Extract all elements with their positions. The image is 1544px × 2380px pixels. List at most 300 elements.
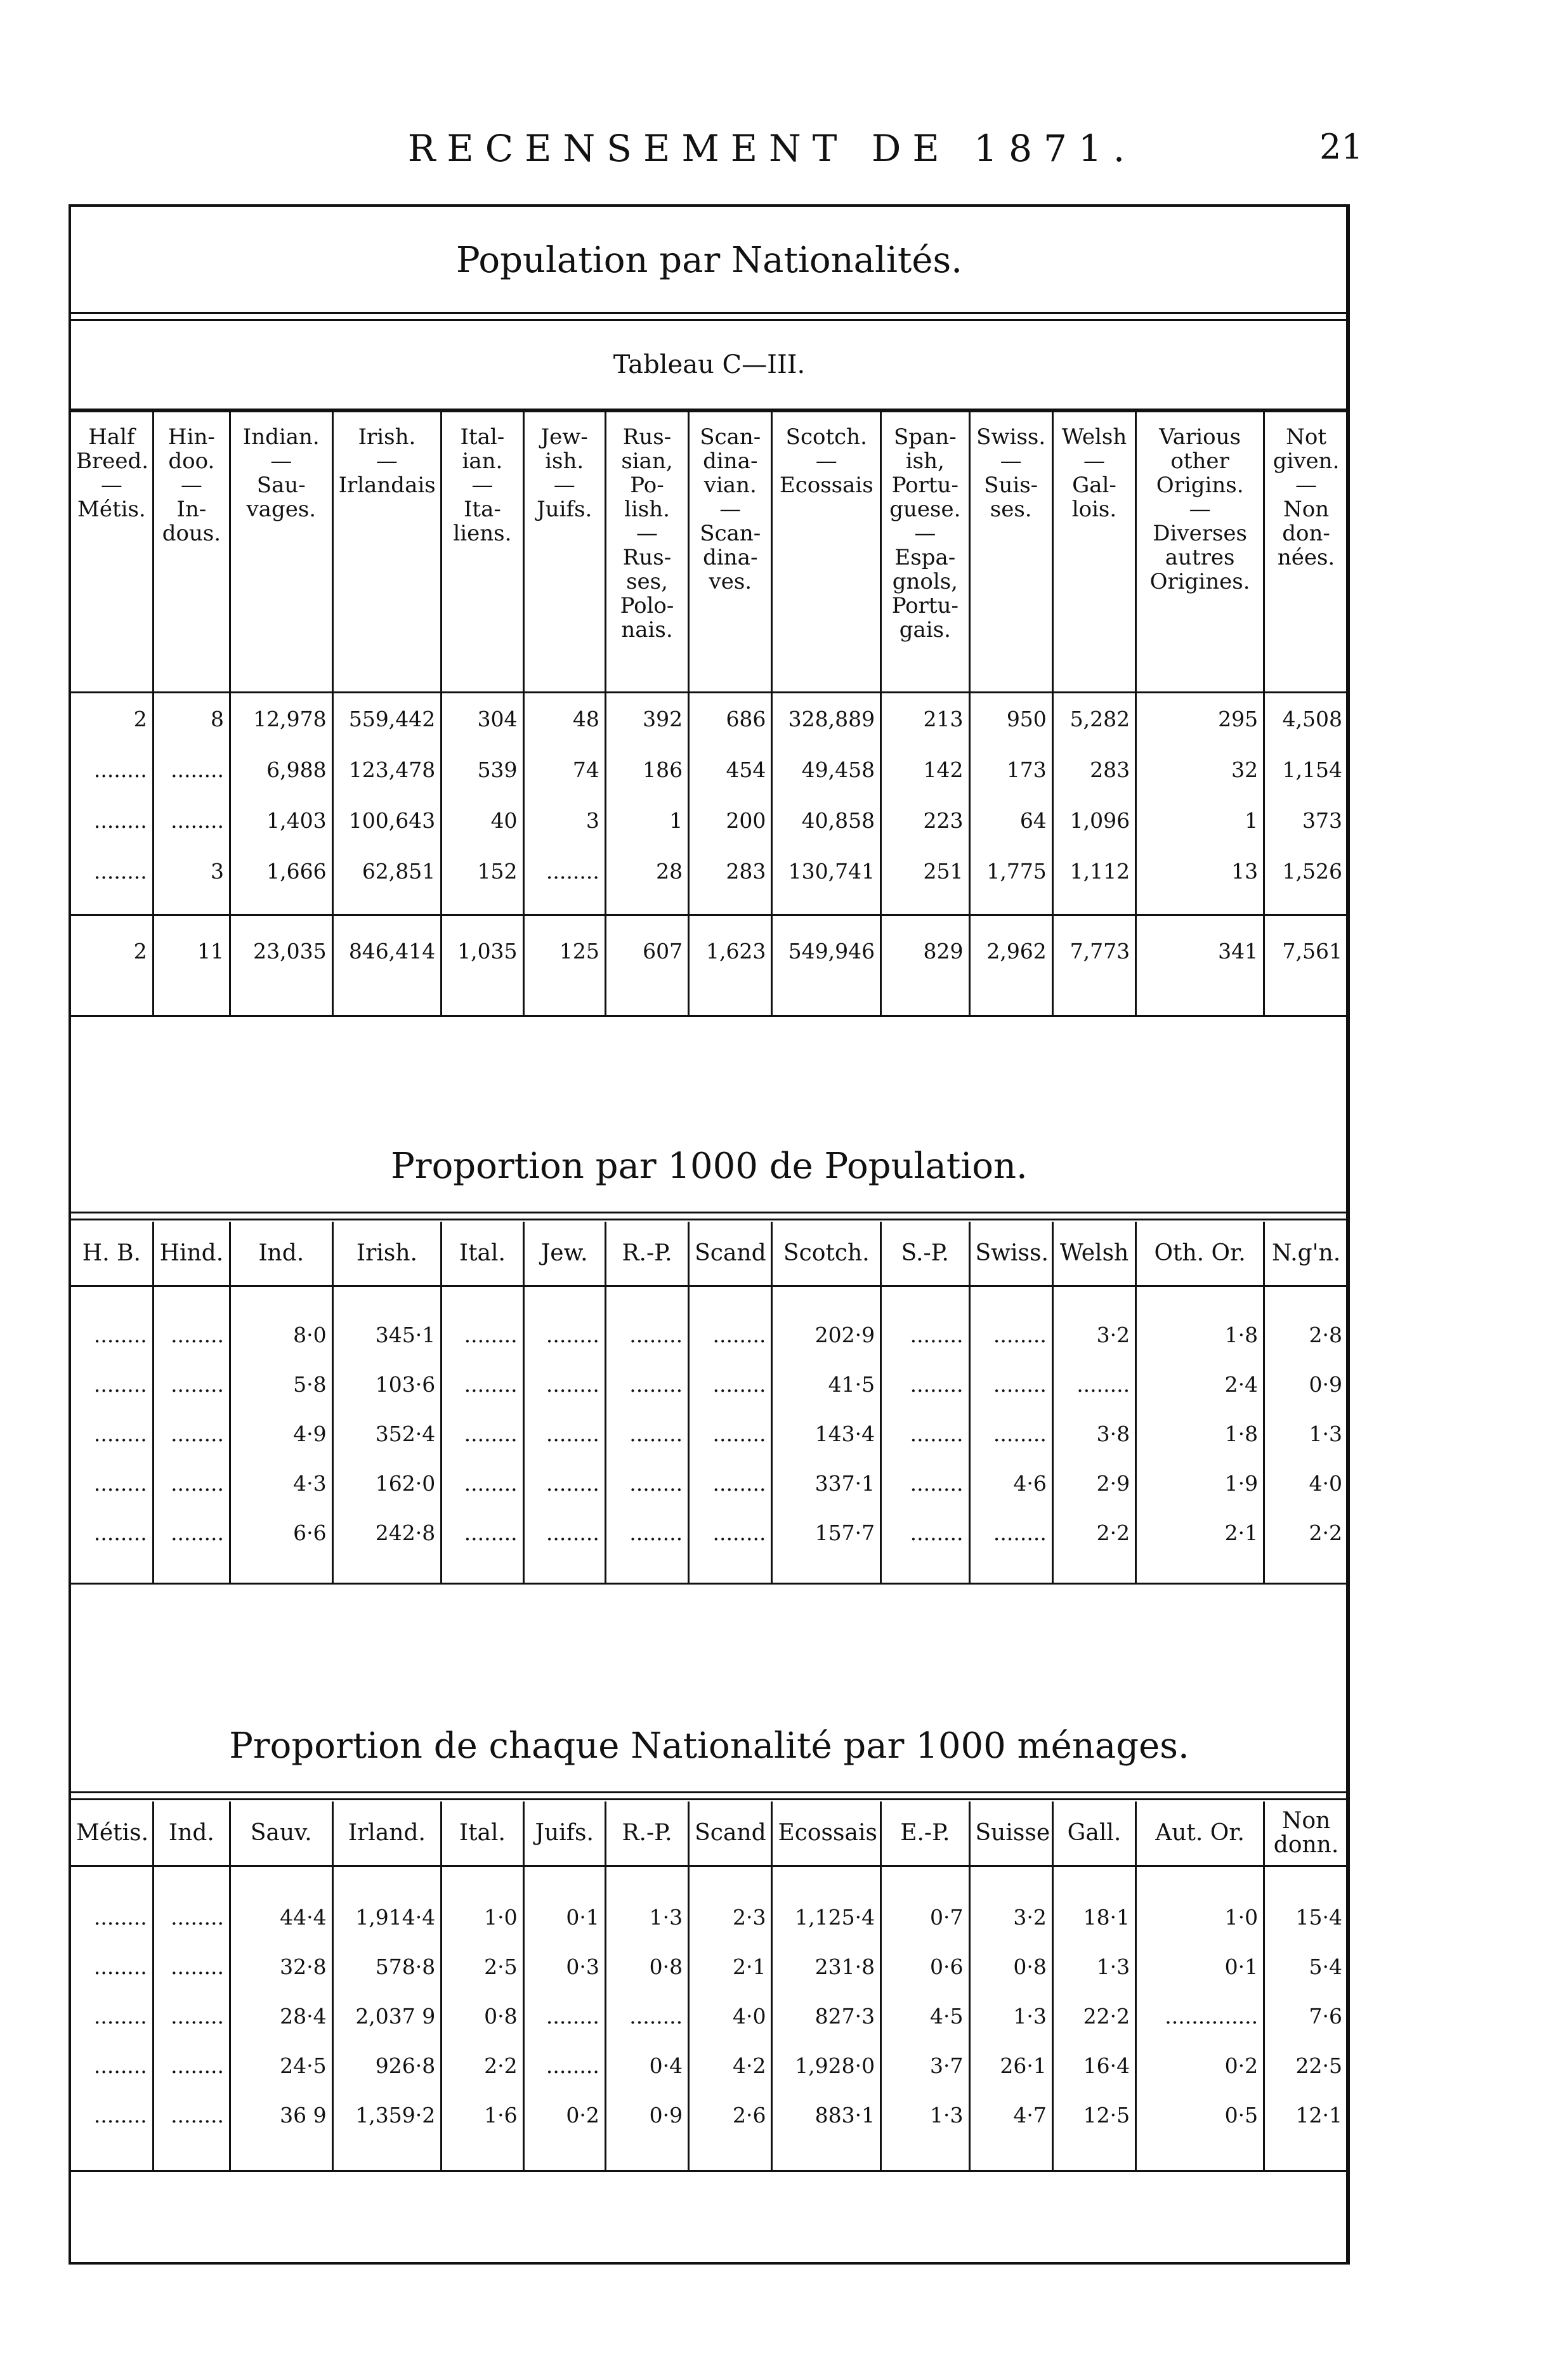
table-cell: 12·1 xyxy=(1264,2090,1347,2140)
header-english: Ital-ian. xyxy=(460,424,505,474)
table-cell: 242·8 xyxy=(332,1508,442,1557)
table-cell: ........ xyxy=(93,2102,147,2128)
header-english: Rus-sian, Po-lish. xyxy=(621,424,673,522)
header-french: In-dous. xyxy=(162,497,221,546)
header-dash: — xyxy=(1083,448,1105,474)
header-dash: — xyxy=(636,521,658,546)
header-english: Various other Origins. xyxy=(1156,424,1244,498)
table-cell: 3·7 xyxy=(881,2041,969,2090)
table-cell: 4·0 xyxy=(1264,1458,1347,1508)
table-cell: 142 xyxy=(881,744,969,795)
table-row xyxy=(71,1991,1347,2041)
table-cell: 0·3 xyxy=(523,1942,605,1991)
section3-title: Proportion de chaque Nationalité par 1000 ménages. xyxy=(229,1725,1189,1767)
table-cell: ........ xyxy=(153,795,230,846)
table-cell: ........ xyxy=(881,1310,969,1359)
table-cell: ........ xyxy=(153,1991,230,2041)
total-cell: 1,035 xyxy=(442,915,523,986)
table-cell: 0·1 xyxy=(1136,1942,1264,1991)
table-cell: ........ xyxy=(442,1508,523,1557)
header-dash: — xyxy=(719,497,742,522)
table-cell: 2 xyxy=(133,706,147,731)
header-english: Jew-ish. xyxy=(540,424,588,474)
table-cell: 200 xyxy=(689,795,772,846)
header-row xyxy=(71,1222,1347,1286)
table-cell: 5·8 xyxy=(230,1359,332,1409)
column-header: Ecossais xyxy=(772,1801,881,1866)
table-cell: 454 xyxy=(689,744,772,795)
table-cell: 5·4 xyxy=(1264,1942,1347,1991)
table-cell: ........ xyxy=(523,1359,605,1409)
table-cell: 143·4 xyxy=(772,1409,881,1458)
header-french: Espa-gnols, Portu-gais. xyxy=(891,545,958,643)
table-cell: ........ xyxy=(523,1508,605,1557)
table-row xyxy=(71,1458,1347,1508)
table-cell: 0·1 xyxy=(523,1892,605,1942)
table-cell: ........ xyxy=(689,1508,772,1557)
table-row xyxy=(71,2090,1347,2140)
table-cell: 1,112 xyxy=(1052,846,1135,896)
column-header: R.-P. xyxy=(605,1801,688,1866)
section1-subtitle: Tableau C—III. xyxy=(613,350,806,379)
table-cell: ........ xyxy=(881,1508,969,1557)
table-cell: ........ xyxy=(93,1470,147,1496)
table-cell: 152 xyxy=(442,846,523,896)
table-cell: 304 xyxy=(442,693,523,745)
table-cell: ........ xyxy=(442,1409,523,1458)
table-cell: 0·5 xyxy=(1136,2090,1264,2140)
table-cell: 1,914·4 xyxy=(332,1892,442,1942)
table-cell: 283 xyxy=(1052,744,1135,795)
table-cell: 1·9 xyxy=(1136,1458,1264,1508)
table-cell: 2·1 xyxy=(689,1942,772,1991)
table-row xyxy=(71,1409,1347,1458)
table-cell: 392 xyxy=(605,693,688,745)
table-cell: 28·4 xyxy=(230,1991,332,2041)
header-french: Ita-liens. xyxy=(453,497,512,546)
column-header: S.-P. xyxy=(881,1222,969,1286)
table-cell: 44·4 xyxy=(230,1892,332,1942)
column-header xyxy=(523,412,605,693)
table-cell: 1 xyxy=(605,795,688,846)
table-cell: 4·2 xyxy=(689,2041,772,2090)
table-cell: 0·4 xyxy=(605,2041,688,2090)
table-cell: ........ xyxy=(93,2053,147,2078)
table-cell: 123,478 xyxy=(332,744,442,795)
total-row xyxy=(71,915,1347,986)
table-cell: 0·2 xyxy=(1136,2041,1264,2090)
table-cell: 40,858 xyxy=(772,795,881,846)
table-cell: 12·5 xyxy=(1052,2090,1135,2140)
table-cell: ........ xyxy=(881,1458,969,1508)
table-cell: 3 xyxy=(523,795,605,846)
column-header: Swiss. xyxy=(969,1222,1052,1286)
table-cell: 48 xyxy=(523,693,605,745)
table-cell: ........ xyxy=(153,744,230,795)
header-english: Span-ish, Portu-guese. xyxy=(889,424,961,522)
section1-title: Population par Nationalités. xyxy=(455,240,963,281)
header-dash: — xyxy=(376,448,398,474)
header-row xyxy=(71,1801,1347,1866)
table-cell: 1,526 xyxy=(1264,846,1347,896)
header-french: Irlandais xyxy=(338,473,436,498)
table-cell: 4·0 xyxy=(689,1991,772,2041)
table-cell: ........ xyxy=(93,1322,147,1347)
table-cell: 24·5 xyxy=(230,2041,332,2090)
total-cell: 846,414 xyxy=(332,915,442,986)
table-cell: 130,741 xyxy=(772,846,881,896)
column-header: N.g'n. xyxy=(1264,1222,1347,1286)
table-cell: ........ xyxy=(153,1508,230,1557)
header-english: Indian. xyxy=(242,424,320,450)
column-header: Scand xyxy=(689,1222,772,1286)
table-cell: 157·7 xyxy=(772,1508,881,1557)
table-cell: 22·2 xyxy=(1052,1991,1135,2041)
column-header: Sauv. xyxy=(230,1801,332,1866)
total-cell: 341 xyxy=(1136,915,1264,986)
table-cell: 103·6 xyxy=(332,1359,442,1409)
table-cell: ........ xyxy=(969,1508,1052,1557)
table-cell: ........ xyxy=(93,2003,147,2029)
running-head: RECENSEMENT DE 1871. xyxy=(407,127,1137,170)
total-cell: 607 xyxy=(605,915,688,986)
table-cell: 1 xyxy=(1136,795,1264,846)
column-header xyxy=(153,412,230,693)
table-cell: 2,037 9 xyxy=(332,1991,442,2041)
table-cell: 16·4 xyxy=(1052,2041,1135,2090)
page-number: 21 xyxy=(1319,127,1363,167)
column-header: Aut. Or. xyxy=(1136,1801,1264,1866)
table-cell: ........ xyxy=(689,1458,772,1508)
spacer-row xyxy=(71,1557,1347,1584)
table-cell: 827·3 xyxy=(772,1991,881,2041)
table-cell: ........ xyxy=(523,1310,605,1359)
table-cell: 1·3 xyxy=(605,1892,688,1942)
table-cell: 2·4 xyxy=(1136,1359,1264,1409)
header-french: Juifs. xyxy=(537,497,592,522)
column-header: Non donn. xyxy=(1264,1801,1347,1866)
column-header: H. B. xyxy=(71,1222,153,1286)
table-row xyxy=(71,1310,1347,1359)
column-header xyxy=(1136,412,1264,693)
header-french: Diverses autres Origines. xyxy=(1149,521,1250,594)
table-cell: ........ xyxy=(605,1508,688,1557)
header-dash: — xyxy=(270,448,292,474)
table-cell: 4·9 xyxy=(230,1409,332,1458)
total-cell: 11 xyxy=(153,915,230,986)
table-cell: 283 xyxy=(689,846,772,896)
table-cell: ........ xyxy=(93,808,147,833)
column-header xyxy=(71,412,153,693)
table-cell: ........ xyxy=(689,1310,772,1359)
column-header: Gall. xyxy=(1052,1801,1135,1866)
table-cell: 213 xyxy=(881,693,969,745)
header-english: Scotch. xyxy=(785,424,867,450)
table-cell: 0·8 xyxy=(605,1942,688,1991)
table-cell: ........ xyxy=(442,1359,523,1409)
table-cell: ........ xyxy=(153,1310,230,1359)
table-cell: 1,154 xyxy=(1264,744,1347,795)
column-header xyxy=(442,412,523,693)
table-row xyxy=(71,693,1347,745)
header-english: Half Breed. xyxy=(76,424,149,474)
double-rule xyxy=(71,312,1347,321)
table-cell: ........ xyxy=(969,1409,1052,1458)
table-cell: 337·1 xyxy=(772,1458,881,1508)
table-row xyxy=(71,1359,1347,1409)
table-cell: 64 xyxy=(969,795,1052,846)
table-cell: 26·1 xyxy=(969,2041,1052,2090)
column-header: Métis. xyxy=(71,1801,153,1866)
column-header: Scand xyxy=(689,1801,772,1866)
table-cell: 173 xyxy=(969,744,1052,795)
header-french: Métis. xyxy=(77,497,146,522)
table-cell: 2·2 xyxy=(1264,1508,1347,1557)
nationality-table xyxy=(71,412,1347,1017)
table-cell: ........ xyxy=(153,1409,230,1458)
table-cell: ........ xyxy=(442,1310,523,1359)
table-cell: ........ xyxy=(689,1409,772,1458)
column-header xyxy=(772,412,881,693)
table-cell: 352·4 xyxy=(332,1409,442,1458)
table-cell: 18·1 xyxy=(1052,1892,1135,1942)
table-cell: 1·3 xyxy=(1264,1409,1347,1458)
table-cell: 2·2 xyxy=(1052,1508,1135,1557)
table-cell: ........ xyxy=(523,2041,605,2090)
table-cell: 686 xyxy=(689,693,772,745)
table-cell: ........ xyxy=(153,1942,230,1991)
table-cell: 1,666 xyxy=(230,846,332,896)
table-cell: 49,458 xyxy=(772,744,881,795)
table-cell: 1·8 xyxy=(1136,1409,1264,1458)
table-cell: ........ xyxy=(523,1458,605,1508)
total-cell: 125 xyxy=(523,915,605,986)
table-cell: 5,282 xyxy=(1052,693,1135,745)
table-cell: 2·6 xyxy=(689,2090,772,2140)
table-cell: 32·8 xyxy=(230,1942,332,1991)
table-cell: 4·7 xyxy=(969,2090,1052,2140)
table-row xyxy=(71,2041,1347,2090)
header-french: Gal-lois. xyxy=(1071,473,1117,522)
table-cell: ........ xyxy=(93,1371,147,1397)
column-header xyxy=(969,412,1052,693)
table-cell: 186 xyxy=(605,744,688,795)
total-cell: 23,035 xyxy=(230,915,332,986)
table-cell: ........ xyxy=(153,2090,230,2140)
table-cell: 3·8 xyxy=(1052,1409,1135,1458)
table-cell: 231·8 xyxy=(772,1942,881,1991)
header-french: Non don-nées. xyxy=(1277,497,1335,570)
table-cell: 559,442 xyxy=(332,693,442,745)
table-cell: ........ xyxy=(153,1458,230,1508)
table-cell: ........ xyxy=(93,757,147,782)
column-header: Hind. xyxy=(153,1222,230,1286)
table-cell: 13 xyxy=(1136,846,1264,896)
column-header: E.-P. xyxy=(881,1801,969,1866)
table-cell: 0·9 xyxy=(1264,1359,1347,1409)
header-french: Scan-dina-ves. xyxy=(700,521,761,594)
column-header xyxy=(881,412,969,693)
table-cell: 373 xyxy=(1264,795,1347,846)
table-row xyxy=(71,1892,1347,1942)
column-header: Ind. xyxy=(230,1222,332,1286)
column-header: Suisse xyxy=(969,1801,1052,1866)
header-dash: — xyxy=(180,473,202,498)
table-cell: 0·6 xyxy=(881,1942,969,1991)
column-header: Welsh xyxy=(1052,1222,1135,1286)
table-cell: 295 xyxy=(1136,693,1264,745)
column-header: Juifs. xyxy=(523,1801,605,1866)
header-english: Not given. xyxy=(1272,424,1340,474)
table-cell: 40 xyxy=(442,795,523,846)
table-cell: ........ xyxy=(93,1421,147,1446)
header-row xyxy=(71,412,1347,693)
table-cell: 3·2 xyxy=(1052,1310,1135,1359)
table-cell: 6·6 xyxy=(230,1508,332,1557)
table-cell: 0·2 xyxy=(523,2090,605,2140)
column-header xyxy=(605,412,688,693)
table-cell: 4·5 xyxy=(881,1991,969,2041)
column-header: Irish. xyxy=(332,1222,442,1286)
table-cell: 0·8 xyxy=(442,1991,523,2041)
table-cell: ........ xyxy=(969,1359,1052,1409)
column-header xyxy=(1052,412,1135,693)
table-cell: .............. xyxy=(1136,1991,1264,2041)
table-cell: ........ xyxy=(605,1310,688,1359)
table-cell: ........ xyxy=(605,1409,688,1458)
table-cell: ........ xyxy=(153,1359,230,1409)
table-cell: 6,988 xyxy=(230,744,332,795)
table-cell: 2·1 xyxy=(1136,1508,1264,1557)
table-cell: ........ xyxy=(523,1409,605,1458)
table-cell: 28 xyxy=(605,846,688,896)
table-cell: 12,978 xyxy=(230,693,332,745)
table-cell: 1,928·0 xyxy=(772,2041,881,2090)
table-cell: 539 xyxy=(442,744,523,795)
section2-title: Proportion par 1000 de Population. xyxy=(391,1146,1028,1187)
table-cell: 251 xyxy=(881,846,969,896)
header-french: Sau-vages. xyxy=(246,473,317,522)
header-french: Suis-ses. xyxy=(984,473,1038,522)
table-cell: 1·0 xyxy=(442,1892,523,1942)
column-header: Ital. xyxy=(442,1222,523,1286)
spacer-row xyxy=(71,1866,1347,1893)
table-row xyxy=(71,846,1347,896)
header-dash: — xyxy=(914,521,936,546)
column-header: Jew. xyxy=(523,1222,605,1286)
table-cell: 1,096 xyxy=(1052,795,1135,846)
table-cell: ........ xyxy=(153,1892,230,1942)
header-dash: — xyxy=(471,473,494,498)
table-cell: 62,851 xyxy=(332,846,442,896)
header-dash: — xyxy=(1000,448,1022,474)
header-dash: — xyxy=(553,473,575,498)
table-cell: 0·8 xyxy=(969,1942,1052,1991)
table-cell: 22·5 xyxy=(1264,2041,1347,2090)
table-row xyxy=(71,744,1347,795)
table-row xyxy=(71,1508,1347,1557)
table-cell: 4,508 xyxy=(1264,693,1347,745)
table-cell: 41·5 xyxy=(772,1359,881,1409)
table-cell: 2·9 xyxy=(1052,1458,1135,1508)
column-header: Irland. xyxy=(332,1801,442,1866)
table-cell: ........ xyxy=(605,1458,688,1508)
table-cell: 345·1 xyxy=(332,1310,442,1359)
total-cell: 1,623 xyxy=(689,915,772,986)
spacer-row xyxy=(71,986,1347,1016)
table-cell: 3·2 xyxy=(969,1892,1052,1942)
table-cell: 2·5 xyxy=(442,1942,523,1991)
table-cell: 926·8 xyxy=(332,2041,442,2090)
spacer-row xyxy=(71,1286,1347,1311)
table-cell: ........ xyxy=(881,1359,969,1409)
total-cell: 2 xyxy=(71,915,153,986)
table-cell: 4·6 xyxy=(969,1458,1052,1508)
header-english: Irish. xyxy=(358,424,416,450)
proportion-households-table xyxy=(71,1801,1347,2172)
column-header: R.-P. xyxy=(605,1222,688,1286)
table-cell: 1·3 xyxy=(881,2090,969,2140)
table-cell: 950 xyxy=(969,693,1052,745)
table-cell: 2·3 xyxy=(689,1892,772,1942)
proportion-population-table xyxy=(71,1222,1347,1585)
column-header: Oth. Or. xyxy=(1136,1222,1264,1286)
table-cell: 1·6 xyxy=(442,2090,523,2140)
table-cell: ........ xyxy=(442,1458,523,1508)
table-cell: ........ xyxy=(93,858,147,884)
column-header: Scotch. xyxy=(772,1222,881,1286)
header-english: Swiss. xyxy=(976,424,1046,450)
table-cell: 1,125·4 xyxy=(772,1892,881,1942)
table-cell: ........ xyxy=(1052,1359,1135,1409)
table-cell: 1·3 xyxy=(1052,1942,1135,1991)
table-cell: 328,889 xyxy=(772,693,881,745)
header-english: Welsh xyxy=(1061,424,1127,450)
header-dash: — xyxy=(1189,497,1211,522)
table-row xyxy=(71,1942,1347,1991)
table-cell: 8 xyxy=(153,693,230,745)
total-cell: 7,561 xyxy=(1264,915,1347,986)
table-cell: ........ xyxy=(605,1359,688,1409)
table-cell: 1·8 xyxy=(1136,1310,1264,1359)
table-cell: 578·8 xyxy=(332,1942,442,1991)
table-cell: ........ xyxy=(153,2041,230,2090)
total-cell: 2,962 xyxy=(969,915,1052,986)
header-dash: — xyxy=(815,448,837,474)
table-cell: 36 9 xyxy=(230,2090,332,2140)
header-dash: — xyxy=(100,473,122,498)
table-cell: 7·6 xyxy=(1264,1991,1347,2041)
spacer-row xyxy=(71,896,1347,915)
table-cell: ........ xyxy=(93,1904,147,1930)
column-header: Ital. xyxy=(442,1801,523,1866)
table-cell: 2·2 xyxy=(442,2041,523,2090)
column-header xyxy=(230,412,332,693)
table-cell: 1,359·2 xyxy=(332,2090,442,2140)
table-cell: ........ xyxy=(605,1991,688,2041)
table-cell: 883·1 xyxy=(772,2090,881,2140)
table-cell: 15·4 xyxy=(1264,1892,1347,1942)
double-rule xyxy=(71,1791,1347,1800)
table-cell: 1·0 xyxy=(1136,1892,1264,1942)
table-cell: 1·3 xyxy=(969,1991,1052,2041)
double-rule xyxy=(71,1212,1347,1220)
table-cell: 0·9 xyxy=(605,2090,688,2140)
table-cell: 74 xyxy=(523,744,605,795)
header-french: Ecossais xyxy=(779,473,873,498)
table-cell: ........ xyxy=(523,1991,605,2041)
table-cell: ........ xyxy=(881,1409,969,1458)
